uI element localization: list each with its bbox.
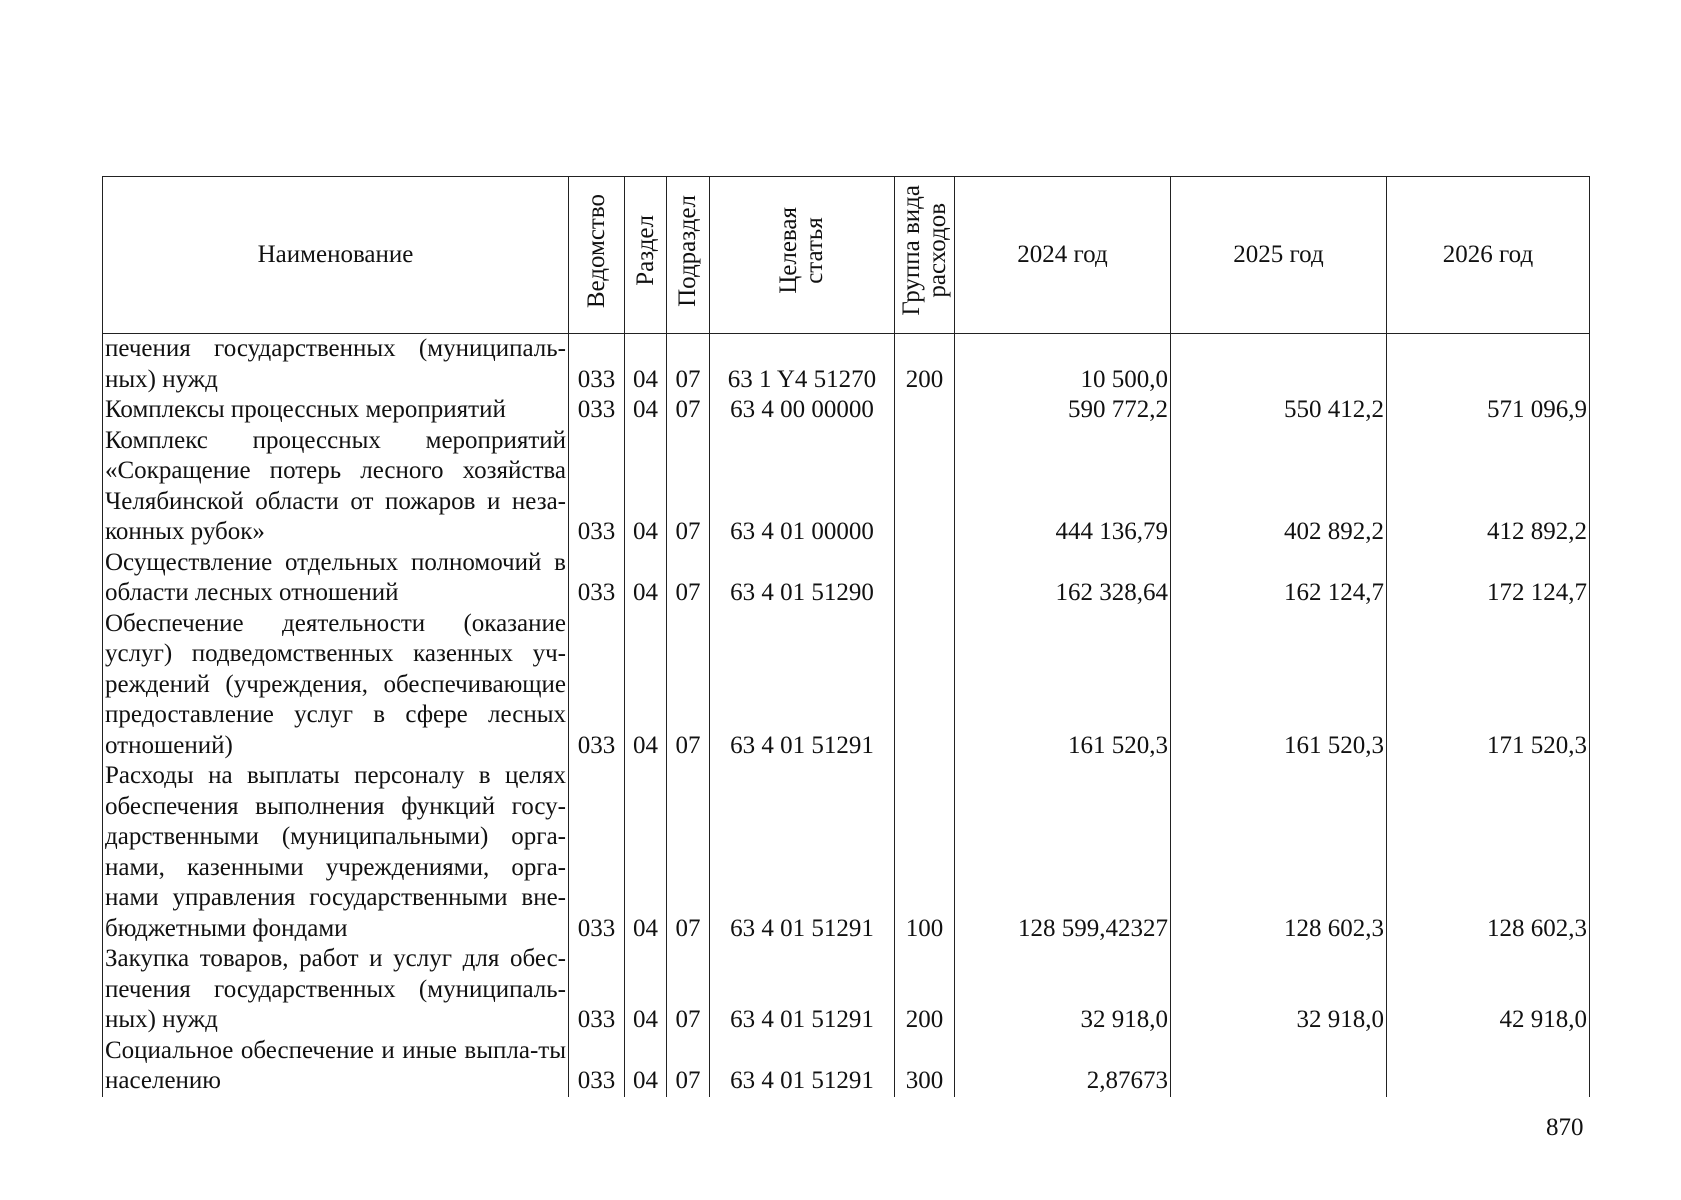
row-vedomstvo: 033 (569, 334, 625, 396)
row-value-2024: 10 500,0 (955, 334, 1171, 396)
row-razdel: 04 (625, 944, 667, 1036)
budget-table (102, 176, 1590, 1097)
row-celevaya-statya: 63 4 01 51291 (710, 609, 895, 762)
row-value-2024: 162 328,64 (955, 548, 1171, 609)
table-row (103, 1036, 1590, 1097)
row-razdel: 04 (625, 1036, 667, 1097)
header-2026: 2026 год (1387, 177, 1590, 334)
row-celevaya-statya: 63 4 01 51291 (710, 761, 895, 944)
page-number: 870 (1546, 1114, 1584, 1141)
header-name: Наименование (103, 177, 569, 334)
row-value-2025 (1171, 334, 1387, 396)
row-celevaya-statya: 63 1 Y4 51270 (710, 334, 895, 396)
header-podrazdel: Подраздел (667, 177, 710, 334)
row-value-2026: 42 918,0 (1387, 944, 1590, 1036)
row-name: Комплексы процессных мероприятий (103, 395, 569, 426)
table-row (103, 548, 1590, 609)
row-razdel: 04 (625, 609, 667, 762)
header-vedomstvo: Ведомство (569, 177, 625, 334)
row-name: Комплекс процессных мероприятий «Сокращение потерь лесного хозяйства Челябинской области от пожаров и неза-конных рубок» (103, 426, 569, 548)
header-gruppa-vida-rashodov: Группа вида расходов (895, 177, 955, 334)
header-2024: 2024 год (955, 177, 1171, 334)
row-celevaya-statya: 63 4 01 51291 (710, 1036, 895, 1097)
row-value-2025: 161 520,3 (1171, 609, 1387, 762)
table-row (103, 395, 1590, 426)
row-value-2025: 128 602,3 (1171, 761, 1387, 944)
row-value-2026 (1387, 1036, 1590, 1097)
row-value-2026 (1387, 334, 1590, 396)
row-podrazdel: 07 (667, 548, 710, 609)
row-podrazdel: 07 (667, 944, 710, 1036)
table-row (103, 426, 1590, 548)
row-value-2025: 32 918,0 (1171, 944, 1387, 1036)
row-vedomstvo: 033 (569, 944, 625, 1036)
row-value-2024: 32 918,0 (955, 944, 1171, 1036)
row-razdel: 04 (625, 761, 667, 944)
row-gruppa: 100 (895, 761, 955, 944)
row-podrazdel: 07 (667, 426, 710, 548)
table-row (103, 761, 1590, 944)
row-vedomstvo: 033 (569, 761, 625, 944)
header-razdel: Раздел (625, 177, 667, 334)
row-podrazdel: 07 (667, 1036, 710, 1097)
row-name: Социальное обеспечение и иные выпла-ты населению (103, 1036, 569, 1097)
row-value-2024: 161 520,3 (955, 609, 1171, 762)
row-name: Осуществление отдельных полномочий в области лесных отношений (103, 548, 569, 609)
table-header-row (103, 177, 1590, 334)
row-value-2025 (1171, 1036, 1387, 1097)
header-2025: 2025 год (1171, 177, 1387, 334)
table-row (103, 609, 1590, 762)
row-value-2026: 172 124,7 (1387, 548, 1590, 609)
row-value-2025: 402 892,2 (1171, 426, 1387, 548)
row-vedomstvo: 033 (569, 395, 625, 426)
row-gruppa (895, 395, 955, 426)
table-row (103, 944, 1590, 1036)
row-value-2026: 412 892,2 (1387, 426, 1590, 548)
row-razdel: 04 (625, 426, 667, 548)
row-value-2026: 571 096,9 (1387, 395, 1590, 426)
row-value-2026: 171 520,3 (1387, 609, 1590, 762)
row-podrazdel: 07 (667, 395, 710, 426)
row-gruppa (895, 426, 955, 548)
row-gruppa: 300 (895, 1036, 955, 1097)
row-gruppa: 200 (895, 334, 955, 396)
row-name: Обеспечение деятельности (оказание услуг) подведомственных казенных уч-реждений (учреждения, обеспечивающие предоставление услуг в сфере лесных отношений) (103, 609, 569, 762)
row-value-2024: 128 599,42327 (955, 761, 1171, 944)
table-body (103, 334, 1590, 1097)
row-name: Закупка товаров, работ и услуг для обес-печения государственных (муниципаль-ных) нужд (103, 944, 569, 1036)
row-vedomstvo: 033 (569, 609, 625, 762)
row-vedomstvo: 033 (569, 1036, 625, 1097)
row-value-2024: 444 136,79 (955, 426, 1171, 548)
row-value-2025: 550 412,2 (1171, 395, 1387, 426)
row-gruppa (895, 609, 955, 762)
header-celevaya-statya: Целевая статья (710, 177, 895, 334)
row-vedomstvo: 033 (569, 548, 625, 609)
row-value-2024: 590 772,2 (955, 395, 1171, 426)
row-podrazdel: 07 (667, 761, 710, 944)
row-name: печения государственных (муниципаль-ных) нужд (103, 334, 569, 396)
row-celevaya-statya: 63 4 01 00000 (710, 426, 895, 548)
row-celevaya-statya: 63 4 01 51291 (710, 944, 895, 1036)
row-razdel: 04 (625, 334, 667, 396)
table-row (103, 334, 1590, 396)
row-celevaya-statya: 63 4 00 00000 (710, 395, 895, 426)
row-value-2024: 2,87673 (955, 1036, 1171, 1097)
row-value-2025: 162 124,7 (1171, 548, 1387, 609)
row-vedomstvo: 033 (569, 426, 625, 548)
row-value-2026: 128 602,3 (1387, 761, 1590, 944)
row-podrazdel: 07 (667, 609, 710, 762)
row-razdel: 04 (625, 548, 667, 609)
row-name: Расходы на выплаты персоналу в целях обеспечения выполнения функций госу-дарственными (муниципальными) орга-нами, казенными учреждениями, орга-нами управления государственными вне-бюджетными фондами (103, 761, 569, 944)
row-celevaya-statya: 63 4 01 51290 (710, 548, 895, 609)
row-gruppa (895, 548, 955, 609)
row-podrazdel: 07 (667, 334, 710, 396)
row-razdel: 04 (625, 395, 667, 426)
row-gruppa: 200 (895, 944, 955, 1036)
